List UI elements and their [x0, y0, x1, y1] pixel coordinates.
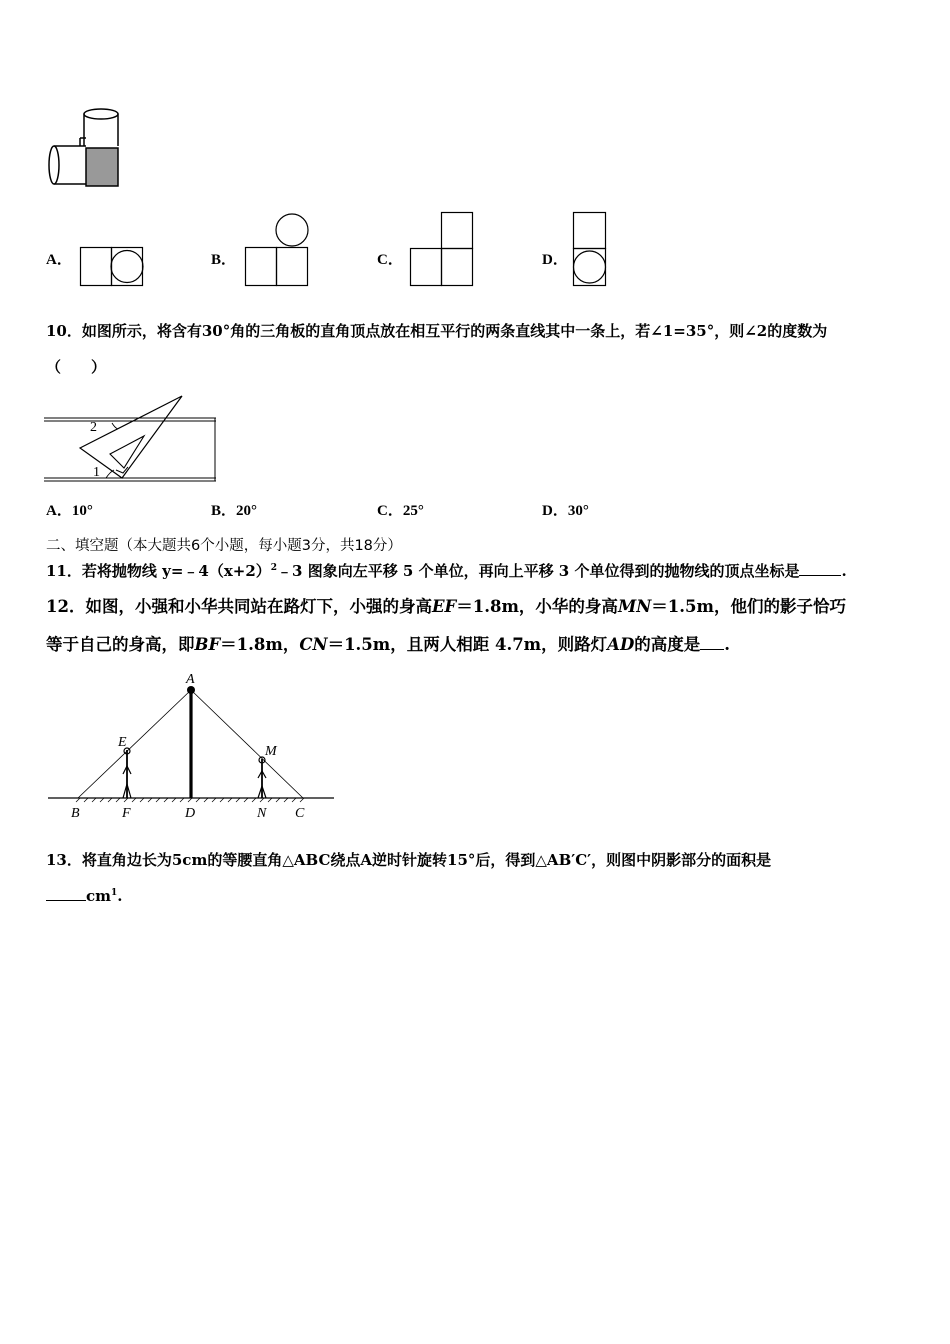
- q9-option-c-figure: [410, 212, 476, 288]
- q13-unit: cm: [86, 887, 112, 905]
- q11-text-part2: ﹣3 图象向左平移 5 个单位，再向上平移 3 个单位得到的抛物线的顶点坐标是: [277, 562, 800, 580]
- q10-text-line2: （ ）: [46, 358, 107, 376]
- q11-text: [46, 560, 847, 581]
- q13-exponent: 1: [111, 888, 118, 898]
- q12-ad: AD: [607, 635, 635, 654]
- q9-option-d-figure: [573, 212, 609, 288]
- q12-label-n: N: [257, 806, 267, 821]
- q9-option-b-figure: [245, 212, 309, 288]
- q9-solid-figure: [44, 106, 134, 190]
- q12-mn: MN: [617, 597, 652, 616]
- q13-answer-blank[interactable]: [46, 888, 86, 901]
- q10-angle-1-label: 1: [93, 465, 100, 480]
- q12-line2-c: ＝1.5m，且两人相距 4.7m，则路灯: [327, 635, 608, 654]
- q12-label-b: B: [71, 806, 80, 821]
- q13-end: .: [117, 887, 123, 905]
- q12-end: .: [724, 635, 731, 654]
- q10-text-line1: 10．如图所示，将含有30°角的三角板的直角顶点放在相互平行的两条直线其中一条上，若∠1=35°，则∠2的度数为: [46, 322, 828, 340]
- section-title: 二、填空题（本大题共6个小题，每小题3分，共18分）: [46, 538, 402, 554]
- q12-label-f: F: [122, 806, 131, 821]
- q12-line1-a: 12．如图，小强和小华共同站在路灯下，小强的身高: [46, 597, 432, 616]
- q12-line1-c: ＝1.5m，他们的影子恰巧: [651, 597, 846, 616]
- q13-text-line2: [46, 887, 123, 905]
- q12-ef: EF: [431, 597, 457, 616]
- q12-label-a: A: [186, 672, 195, 687]
- q11-answer-blank[interactable]: [799, 563, 841, 576]
- q12-line1-b: ＝1.8m，小华的身高: [456, 597, 618, 616]
- q9-option-a[interactable]: A．: [46, 252, 72, 268]
- q12-text-line1: [46, 593, 846, 617]
- q10-option-b[interactable]: B．20°: [211, 503, 258, 519]
- q12-bf: BF: [194, 635, 221, 654]
- q12-label-c: C: [295, 806, 305, 821]
- q12-line2-b: ＝1.8m，: [220, 635, 300, 654]
- q12-line2-d: 的高度是: [634, 635, 701, 654]
- q10-angle-2-label: 2: [90, 420, 97, 435]
- q9-option-b[interactable]: B．: [211, 252, 237, 268]
- q12-label-d: D: [185, 806, 196, 821]
- q9-option-c[interactable]: C．: [377, 252, 403, 268]
- q11-exponent: 2: [270, 563, 278, 573]
- q9-option-d[interactable]: D．: [542, 252, 568, 268]
- q9-option-a-figure: [80, 247, 144, 287]
- q12-text-line2: [46, 631, 730, 655]
- q12-answer-blank[interactable]: [700, 637, 724, 650]
- q13-text-line1: 13．将直角边长为5cm的等腰直角△ABC绕点A逆时针旋转15°后，得到△AB′C′，则图中阴影部分的面积是: [46, 851, 772, 869]
- q12-figure: [46, 670, 338, 822]
- q12-label-m: M: [265, 744, 277, 759]
- q10-option-c[interactable]: C．25°: [377, 503, 424, 519]
- q12-cn: CN: [299, 635, 328, 654]
- q12-line2-a: 等于自己的身高，即: [46, 635, 195, 654]
- q11-text-part1: 11．若将抛物线 y=﹣4（x+2）: [46, 562, 271, 580]
- q10-figure: [44, 390, 219, 486]
- q12-label-e: E: [118, 735, 127, 750]
- q10-option-d[interactable]: D．30°: [542, 503, 589, 519]
- q11-end: .: [841, 562, 847, 580]
- q10-option-a[interactable]: A．10°: [46, 503, 93, 519]
